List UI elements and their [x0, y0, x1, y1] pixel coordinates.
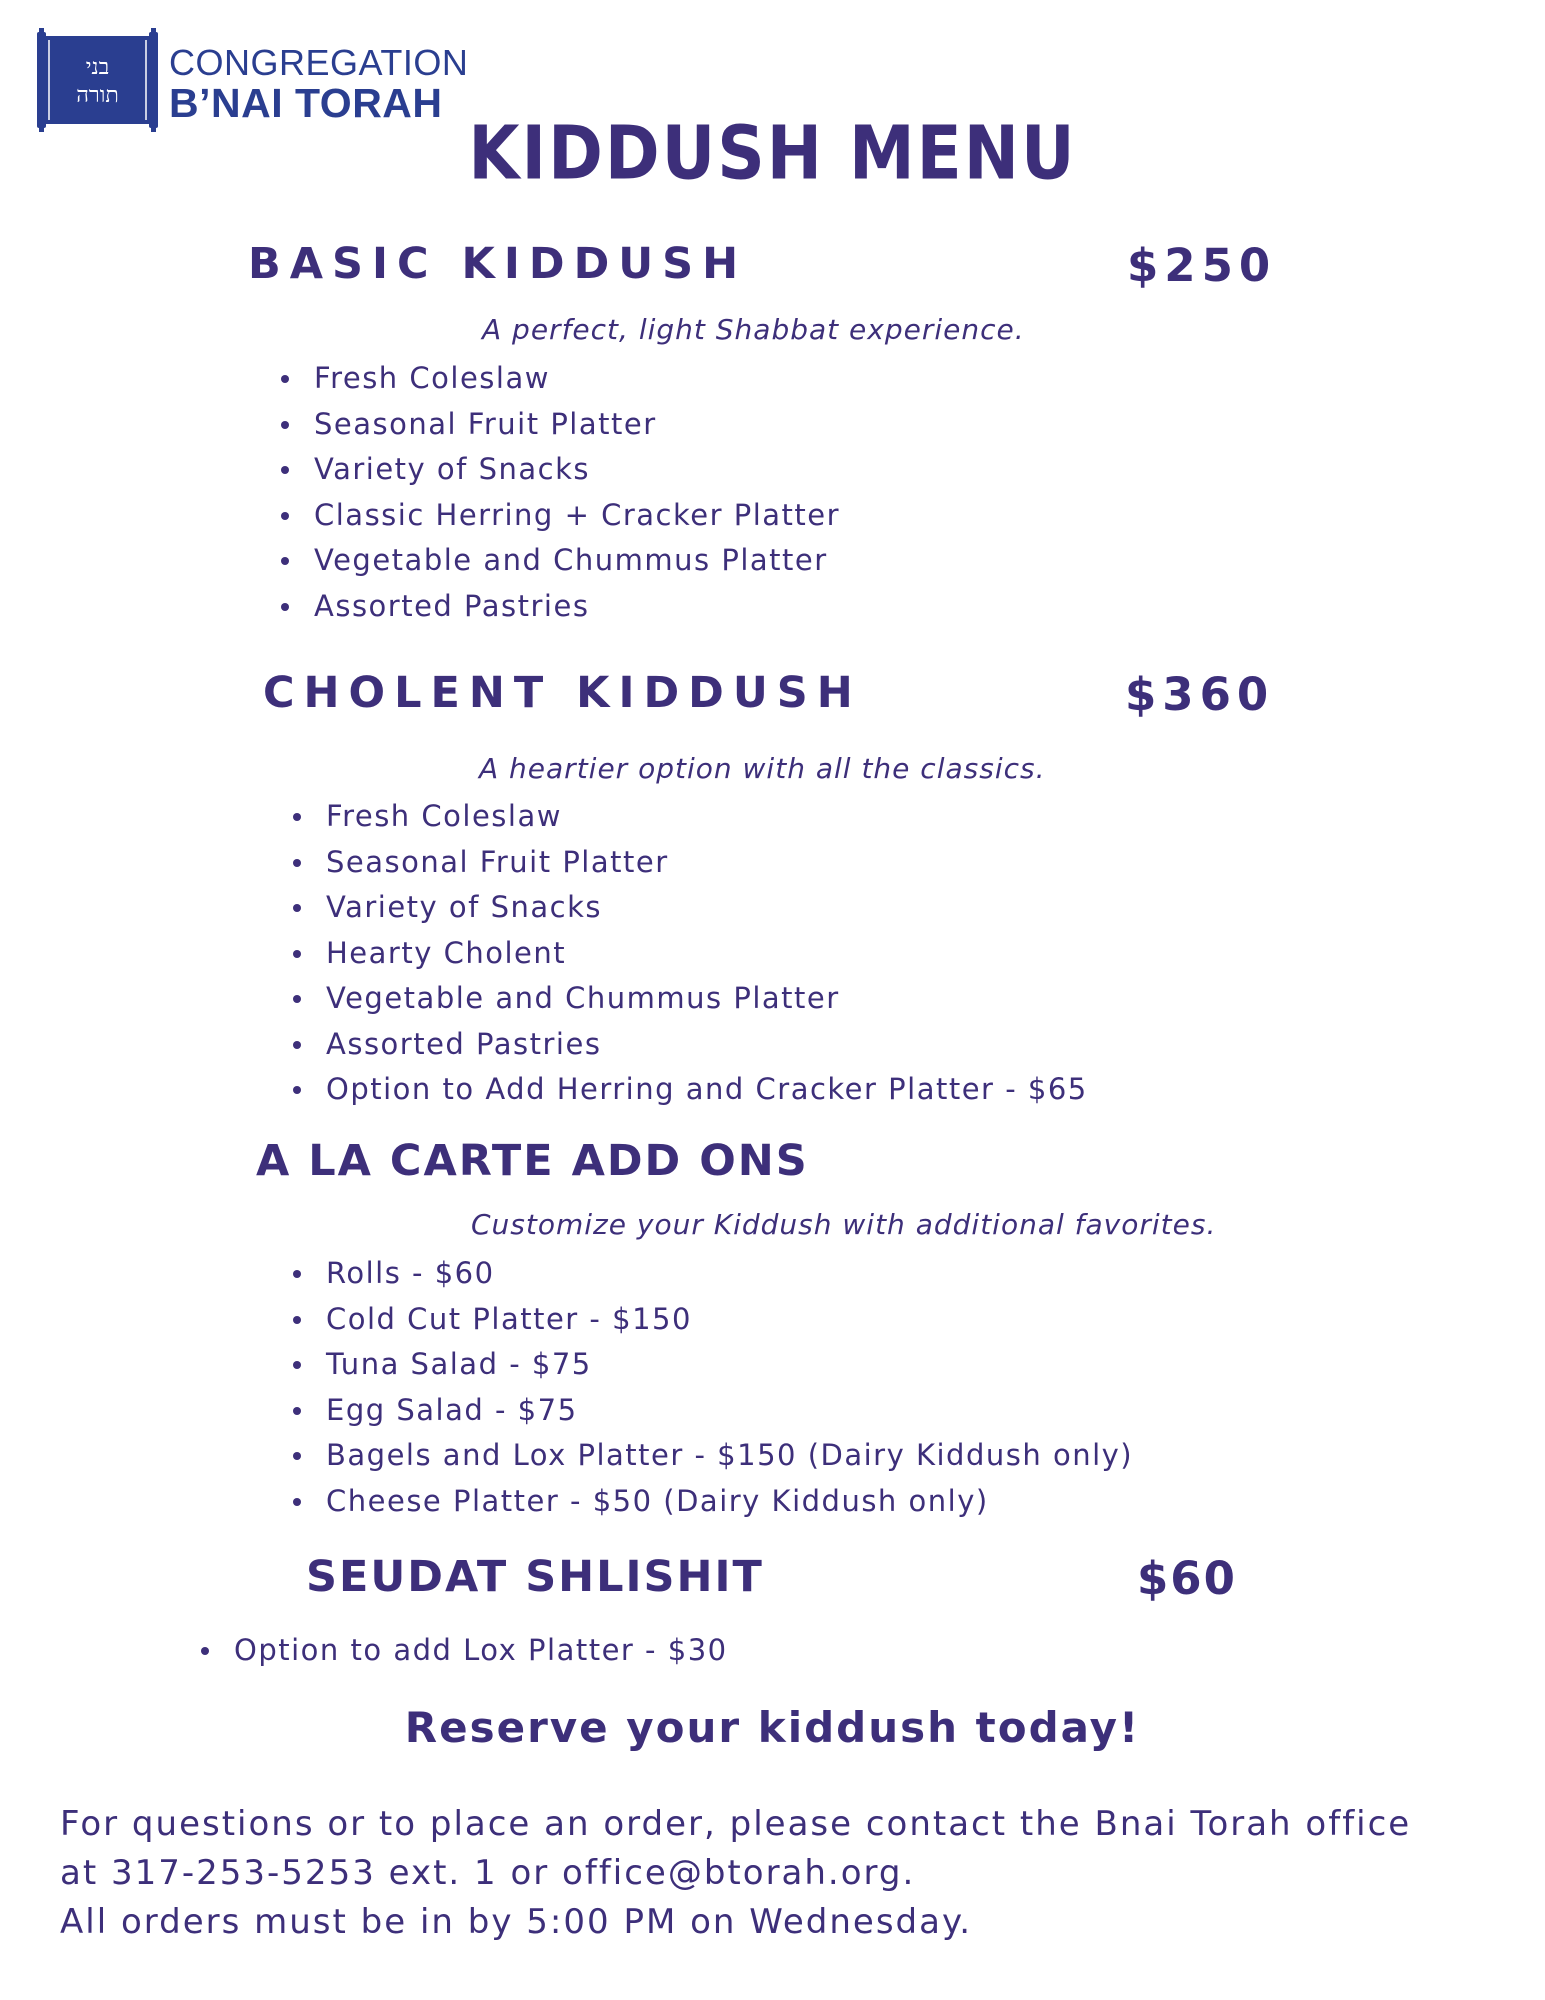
- seudat-shlishit-title: SEUDAT SHLISHIT: [306, 1552, 764, 1602]
- contact-line-3: All orders must be in by 5:00 PM on Wednesday.: [60, 1902, 973, 1942]
- list-item: Vegetable and Chummus Platter: [278, 538, 840, 584]
- list-item: Tuna Salad - $75: [290, 1342, 1133, 1388]
- cholent-kiddush-title: CHOLENT KIDDUSH: [263, 668, 862, 718]
- list-item: Seasonal Fruit Platter: [278, 402, 840, 448]
- list-item: Cold Cut Platter - $150: [290, 1297, 1133, 1343]
- list-item: Cheese Platter - $50 (Dairy Kiddush only): [290, 1479, 1133, 1525]
- seudat-shlishit-list: [198, 1628, 728, 1674]
- contact-block: [60, 1800, 1411, 1947]
- list-item: Hearty Cholent: [290, 931, 1088, 977]
- list-item: Vegetable and Chummus Platter: [290, 976, 1088, 1022]
- basic-kiddush-price: $250: [1127, 239, 1277, 292]
- seudat-shlishit-price: $60: [1137, 1552, 1237, 1605]
- cholent-kiddush-list: [290, 794, 1088, 1113]
- list-item: Variety of Snacks: [278, 447, 840, 493]
- page-title: KIDDUSH MENU: [468, 110, 1077, 197]
- list-item: Assorted Pastries: [278, 584, 840, 630]
- list-item: Seasonal Fruit Platter: [290, 840, 1088, 886]
- alacarte-subtitle: Customize your Kiddush with additional favorites.: [471, 1208, 1217, 1241]
- list-item: Rolls - $60: [290, 1251, 1133, 1297]
- list-item: Classic Herring + Cracker Platter: [278, 493, 840, 539]
- list-item: Egg Salad - $75: [290, 1388, 1133, 1434]
- basic-kiddush-list: [278, 356, 840, 629]
- basic-kiddush-subtitle: A perfect, light Shabbat experience.: [482, 313, 1025, 346]
- contact-line-1: For questions or to place an order, please contact the Bnai Torah office: [60, 1804, 1412, 1844]
- list-item: Bagels and Lox Platter - $150 (Dairy Kiddush only): [290, 1433, 1133, 1479]
- list-item: Fresh Coleslaw: [278, 356, 840, 402]
- list-item: Assorted Pastries: [290, 1022, 1088, 1068]
- cholent-kiddush-subtitle: A heartier option with all the classics.: [479, 752, 1046, 785]
- alacarte-title: A LA CARTE ADD ONS: [256, 1136, 809, 1186]
- logo-line-2: B’NAI TORAH: [169, 80, 443, 126]
- list-item: Variety of Snacks: [290, 885, 1088, 931]
- logo-line-1: CONGREGATION: [169, 42, 469, 83]
- basic-kiddush-title: BASIC KIDDUSH: [248, 239, 748, 289]
- logo-hebrew-2: תורה: [76, 83, 119, 108]
- contact-line-2: at 317-253-5253 ext. 1 or office@btorah.org.: [60, 1853, 916, 1893]
- reserve-heading: Reserve your kiddush today!: [404, 1703, 1141, 1752]
- list-item: Option to Add Herring and Cracker Platter - $65: [290, 1067, 1088, 1113]
- alacarte-list: [290, 1251, 1133, 1524]
- logo-hebrew-1: בני: [85, 55, 110, 80]
- list-item: Fresh Coleslaw: [290, 794, 1088, 840]
- cholent-kiddush-price: $360: [1125, 668, 1275, 721]
- list-item: Option to add Lox Platter - $30: [198, 1628, 728, 1674]
